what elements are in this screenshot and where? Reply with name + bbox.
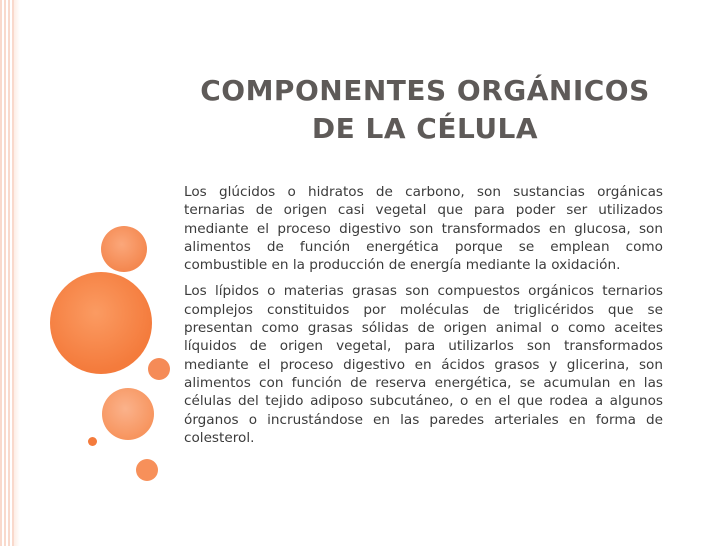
decorative-dot	[88, 437, 97, 446]
decorative-circle-small	[148, 358, 170, 380]
decorative-circle-large	[50, 272, 152, 374]
decorative-stripe-fade	[14, 0, 20, 546]
slide-title	[190, 72, 660, 148]
slide-title-line1: COMPONENTES ORGÁNICOS	[200, 74, 650, 107]
slide-body	[184, 183, 663, 455]
decorative-circle-medium-lower	[102, 388, 154, 440]
decorative-circle-small-lower	[136, 459, 158, 481]
paragraph-lipidos: Los lípidos o materias grasas son compuestos orgánicos ternarios complejos constituidos por moléculas de triglicéridos que se presentan como grasas sólidas de origen animal o como aceites líquidos de origen vegetal, para utilizarlos son transformados mediante el proceso digestivo en ácidos grasos y glicerina, son alimentos con función de reserva energética, se acumulan en las células del tejido adiposo subcutáneo, o en el que rodea a algunos órganos o incrustándose en las paredes arteriales en forma de colesterol.	[184, 283, 663, 446]
decorative-stripes	[0, 0, 14, 546]
decorative-circle-medium	[101, 226, 147, 272]
slide-title-line2: DE LA CÉLULA	[311, 112, 539, 145]
paragraph-glucidos: Los glúcidos o hidratos de carbono, son sustancias orgánicas ternarias de origen casi vegetal que para poder ser utilizados mediante el proceso digestivo son transformados en glucosa, son alimentos de función energética porque se emplean como combustible en la producción de energía mediante la oxidación.	[184, 184, 663, 274]
